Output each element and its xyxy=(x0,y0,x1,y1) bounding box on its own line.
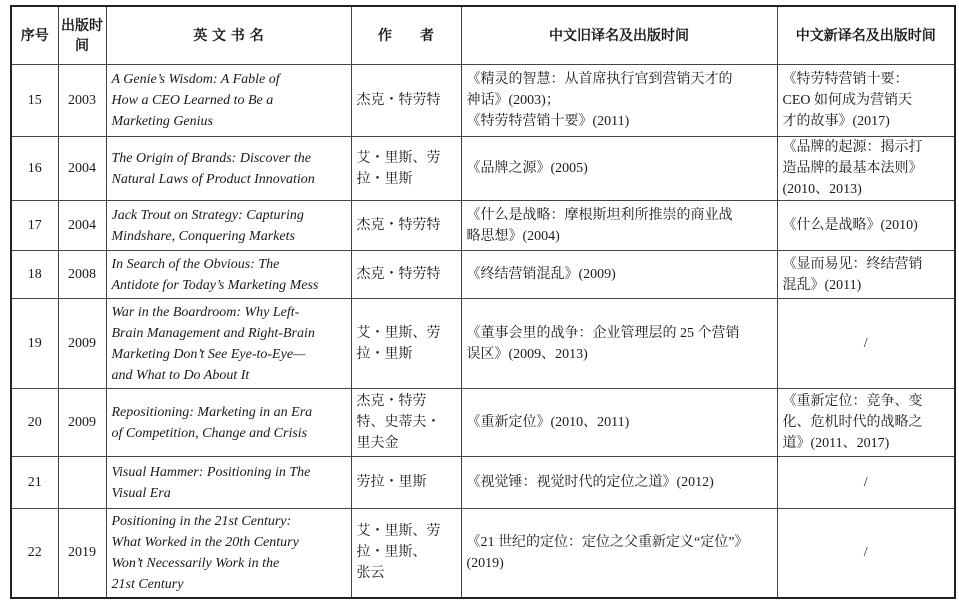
author xyxy=(351,299,461,389)
row-number: 18 xyxy=(11,251,58,299)
old-chinese-title-line: 误区》(2009、2013) xyxy=(466,346,588,362)
new-chinese-title xyxy=(777,389,955,457)
english-title-line: How a CEO Learned to Be a xyxy=(111,93,274,108)
old-chinese-title-line: (2019) xyxy=(466,555,504,571)
new-chinese-title-line: CEO 如何成为营销天 xyxy=(782,93,912,108)
table-row xyxy=(11,65,955,137)
table-row xyxy=(11,137,955,201)
old-chinese-title-line: 《品牌之源》(2005) xyxy=(466,161,588,176)
new-chinese-title xyxy=(777,509,955,598)
row-number: 20 xyxy=(11,389,58,457)
new-chinese-title-line: 《特劳特营销十要： xyxy=(782,72,909,87)
old-chinese-title-line: 神话》(2003)； xyxy=(466,93,560,108)
header-year: 出版时间 xyxy=(58,6,106,65)
author-line: 拉・里斯、 xyxy=(356,545,427,561)
new-chinese-title-line: 才的故事》(2017) xyxy=(782,114,890,129)
new-chinese-title xyxy=(777,201,955,251)
old-chinese-title xyxy=(461,389,777,457)
publication-year xyxy=(58,457,106,509)
row-number: 17 xyxy=(11,201,58,251)
old-chinese-title-line: 《视觉锤：视觉时代的定位之道》(2012) xyxy=(466,475,714,490)
publication-year: 2004 xyxy=(58,137,106,201)
author xyxy=(351,137,461,201)
new-chinese-title-line: / xyxy=(863,545,868,561)
book-translation-table xyxy=(10,5,956,599)
header-row xyxy=(11,6,955,65)
english-title xyxy=(106,389,351,457)
author xyxy=(351,201,461,251)
new-chinese-title-line: 《品牌的起源：揭示打 xyxy=(782,140,923,155)
author-line: 艾・里斯、劳 xyxy=(356,325,441,341)
new-chinese-title-line: / xyxy=(863,475,868,490)
table-row xyxy=(11,509,955,598)
english-title xyxy=(106,65,351,137)
author-line: 劳拉・里斯 xyxy=(356,475,427,490)
new-chinese-title-line: 造品牌的最基本法则》 xyxy=(782,161,923,176)
new-chinese-title-line: 《显而易见：终结营销 xyxy=(782,256,923,272)
english-title-line: War in the Boardroom: Why Left- xyxy=(111,304,300,320)
author xyxy=(351,251,461,299)
old-chinese-title-line: 《终结营销混乱》(2009) xyxy=(466,267,616,282)
table-row xyxy=(11,201,955,251)
new-chinese-title-line: / xyxy=(863,336,868,351)
author xyxy=(351,509,461,598)
new-chinese-title xyxy=(777,251,955,299)
english-title-line: Repositioning: Marketing in an Era xyxy=(111,404,313,420)
old-chinese-title-line: 《特劳特营销十要》(2011) xyxy=(466,114,630,129)
old-chinese-title xyxy=(461,65,777,137)
publication-year: 2004 xyxy=(58,201,106,251)
english-title-line: of Competition, Change and Crisis xyxy=(111,425,308,441)
author xyxy=(351,389,461,457)
english-title-line: The Origin of Brands: Discover the xyxy=(111,150,311,166)
english-title-line: In Search of the Obvious: The xyxy=(111,256,280,272)
old-chinese-title xyxy=(461,201,777,251)
new-chinese-title xyxy=(777,137,955,201)
english-title-line: 21st Century xyxy=(111,576,184,592)
old-chinese-title xyxy=(461,457,777,509)
old-chinese-title xyxy=(461,299,777,389)
row-number: 22 xyxy=(11,509,58,598)
author-line: 里夫金 xyxy=(356,436,399,451)
english-title-line: A Genie’s Wisdom: A Fable of xyxy=(111,72,280,87)
publication-year: 2009 xyxy=(58,389,106,457)
english-title-line: Marketing Don’t See Eye-to-Eye— xyxy=(111,346,306,362)
english-title-line: and What to Do About It xyxy=(111,367,250,383)
table-row xyxy=(11,457,955,509)
english-title xyxy=(106,509,351,598)
header-new-translation: 中文新译名及出版时间 xyxy=(777,6,955,65)
english-title xyxy=(106,137,351,201)
english-title-line: Mindshare, Conquering Markets xyxy=(111,228,295,244)
english-title-line: Brain Management and Right-Brain xyxy=(111,325,315,341)
old-chinese-title-line: 《21 世纪的定位：定位之父重新定义“定位”》 xyxy=(466,534,749,550)
english-title-line: Visual Era xyxy=(111,485,171,501)
new-chinese-title-line: 《什么是战略》(2010) xyxy=(782,218,918,233)
english-title-line: Antidote for Today’s Marketing Mess xyxy=(111,277,319,293)
author-line: 艾・里斯、劳 xyxy=(356,150,441,166)
row-number: 15 xyxy=(11,65,58,137)
author-line: 杰克・特劳特 xyxy=(356,267,441,282)
english-title-line: Positioning in the 21st Century: xyxy=(111,513,292,529)
new-chinese-title xyxy=(777,65,955,137)
new-chinese-title-line: 道》(2011、2017) xyxy=(782,436,890,451)
row-number: 21 xyxy=(11,457,58,509)
old-chinese-title xyxy=(461,251,777,299)
publication-year: 2009 xyxy=(58,299,106,389)
old-chinese-title-line: 《精灵的智慧：从首席执行官到营销天才的 xyxy=(466,72,733,87)
author-line: 杰克・特劳 xyxy=(356,394,427,409)
english-title-line: Jack Trout on Strategy: Capturing xyxy=(111,207,304,223)
table-row xyxy=(11,389,955,457)
old-chinese-title-line: 《重新定位》(2010、2011) xyxy=(466,415,630,430)
header-old-translation: 中文旧译名及出版时间 xyxy=(461,6,777,65)
old-chinese-title-line: 《什么是战略：摩根斯坦利所推崇的商业战 xyxy=(466,207,733,223)
author-line: 艾・里斯、劳 xyxy=(356,524,441,540)
old-chinese-title xyxy=(461,137,777,201)
new-chinese-title xyxy=(777,299,955,389)
table-row xyxy=(11,299,955,389)
old-chinese-title-line: 略思想》(2004) xyxy=(466,228,560,244)
english-title-line: Marketing Genius xyxy=(111,114,213,129)
author-line: 拉・里斯 xyxy=(356,171,413,187)
row-number: 19 xyxy=(11,299,58,389)
english-title-line: Visual Hammer: Positioning in The xyxy=(111,464,311,480)
author-line: 特、史蒂夫・ xyxy=(356,415,441,430)
author-line: 拉・里斯 xyxy=(356,346,413,362)
row-number: 16 xyxy=(11,137,58,201)
publication-year: 2003 xyxy=(58,65,106,137)
author xyxy=(351,457,461,509)
publication-year: 2019 xyxy=(58,509,106,598)
author-line: 杰克・特劳特 xyxy=(356,218,441,233)
header-english-title: 英 文 书 名 xyxy=(106,6,351,65)
header-author: 作 者 xyxy=(351,6,461,65)
author-line: 杰克・特劳特 xyxy=(356,93,441,108)
author-line: 张云 xyxy=(356,566,385,582)
new-chinese-title-line: 《重新定位：竞争、变 xyxy=(782,394,923,409)
old-chinese-title-line: 《董事会里的战争：企业管理层的 25 个营销 xyxy=(466,325,740,341)
new-chinese-title-line: (2010、2013) xyxy=(782,182,862,197)
english-title xyxy=(106,201,351,251)
old-chinese-title xyxy=(461,509,777,598)
new-chinese-title xyxy=(777,457,955,509)
english-title-line: What Worked in the 20th Century xyxy=(111,534,299,550)
header-no: 序号 xyxy=(11,6,58,65)
table-row xyxy=(11,251,955,299)
english-title xyxy=(106,299,351,389)
english-title xyxy=(106,457,351,509)
new-chinese-title-line: 化、危机时代的战略之 xyxy=(782,415,923,430)
author xyxy=(351,65,461,137)
english-title xyxy=(106,251,351,299)
new-chinese-title-line: 混乱》(2011) xyxy=(782,277,862,293)
english-title-line: Won’t Necessarily Work in the xyxy=(111,555,280,571)
publication-year: 2008 xyxy=(58,251,106,299)
english-title-line: Natural Laws of Product Innovation xyxy=(111,171,315,187)
